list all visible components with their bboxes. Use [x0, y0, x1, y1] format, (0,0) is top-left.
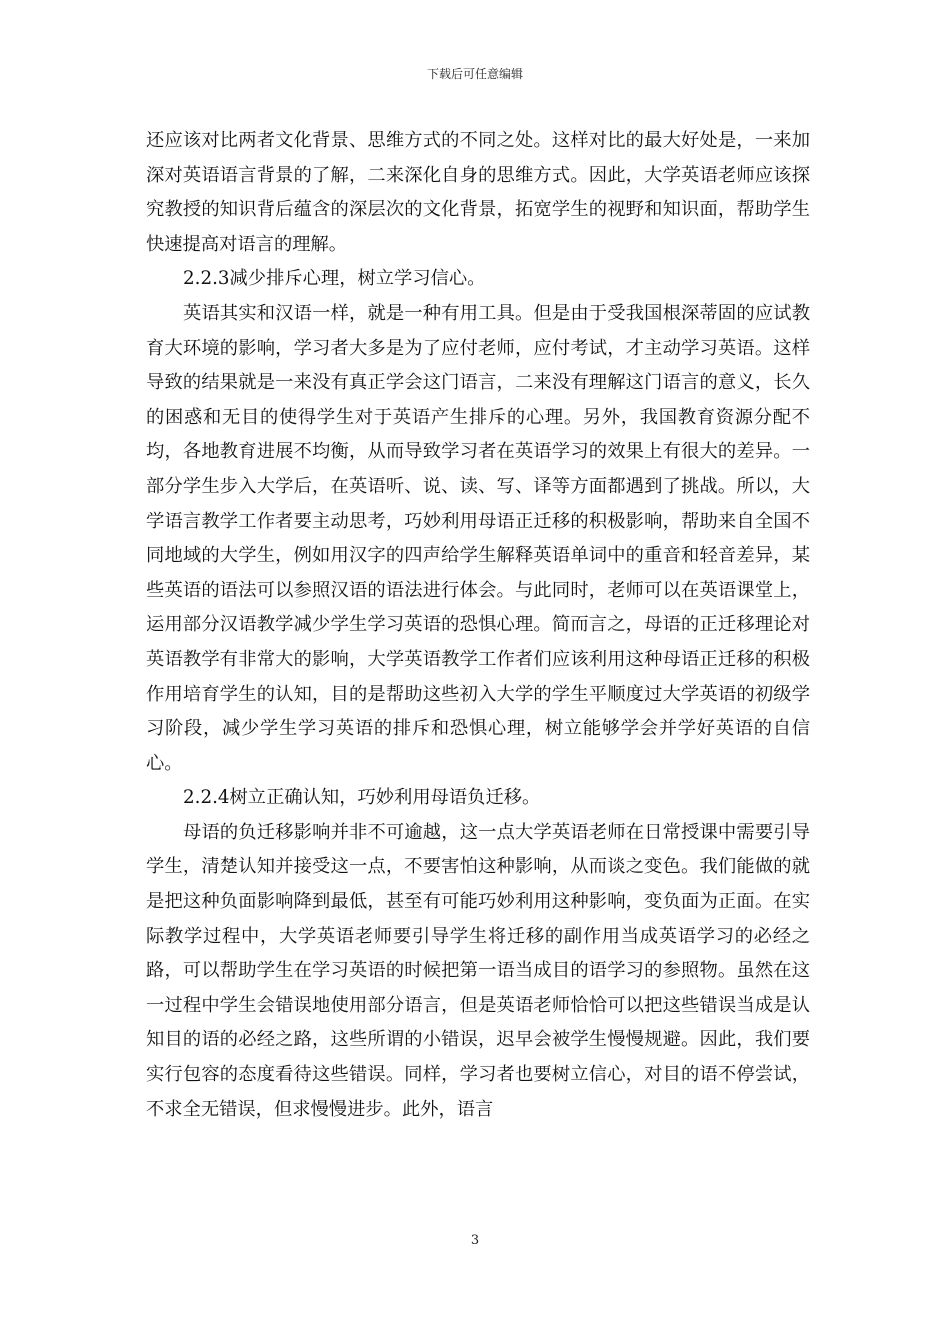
section-heading-2-2-4: 2.2.4树立正确认知，巧妙利用母语负迁移。 [183, 787, 541, 809]
section-heading-2-2-3: 2.2.3减少排斥心理，树立学习信心。 [183, 268, 486, 290]
page-number: 3 [470, 1233, 480, 1248]
page-header: 下载后可任意编辑 [426, 67, 523, 81]
paragraph-2-2-3: 英语其实和汉语一样，就是一种有用工具。但是由于受我国根深蒂固的应试教育大环境的影响，学习者大多是为了应付老师，应付考试，才主动学习英语。这样导致的结果就是一来没有真正学会这门语言，二来没有理解这门语言的意义，长久的困惑和无目的使得学生对于英语产生排斥的心理。另外，我国教育资源分配不均，各地教育进展不均衡，从而导致学习者在英语学习的效果上有很大的差异。一部分学生步入大学后，在英语听、说、读、写、译等方面都遇到了挑战。所以，大学语言教学工作者要主动思考，巧妙利用母语正迁移的积极影响，帮助来自全国不同地域的大学生，例如用汉字的四声给学生解释英语单词中的重音和轻音差异，某些英语的语法可以参照汉语的语法进行体会。与此同时，老师可以在英语课堂上，运用部分汉语教学减少学生学习英语的恐惧心理。简而言之，母语的正迁移理论对英语教学有非常大的影响，大学英语教学工作者们应该利用这种母语正迁移的积极作用培育学生的认知，目的是帮助这些初入大学的学生平顺度过大学英语的初级学习阶段，减少学生学习英语的排斥和恐惧心理，树立能够学会并学好英语的自信心。 [146, 302, 810, 774]
paragraph-continuation: 还应该对比两者文化背景、思维方式的不同之处。这样对比的最大好处是，一来加深对英语语言背景的了解，二来深化自身的思维方式。因此，大学英语老师应该探究教授的知识背后蕴含的深层次的文化背景，拓宽学生的视野和知识面，帮助学生快速提高对语言的理解。 [146, 130, 810, 255]
paragraph-2-2-4: 母语的负迁移影响并非不可逾越，这一点大学英语老师在日常授课中需要引导学生，清楚认知并接受这一点，不要害怕这种影响，从而谈之变色。我们能做的就是把这种负面影响降到最低，甚至有可能巧妙利用这种影响，变负面为正面。在实际教学过程中，大学英语老师要引导学生将迁移的副作用当成英语学习的必经之路，可以帮助学生在学习英语的时候把第一语当成目的语学习的参照物。虽然在这一过程中学生会错误地使用部分语言，但是英语老师恰恰可以把这些错误当成是认知目的语的必经之路，这些所谓的小错误，迟早会被学生慢慢规避。因此，我们要实行包容的态度看待这些错误。同样，学习者也要树立信心，对目的语不停尝试，不求全无错误，但求慢慢进步。此外，语言 [146, 821, 810, 1120]
document-body [146, 124, 810, 1127]
